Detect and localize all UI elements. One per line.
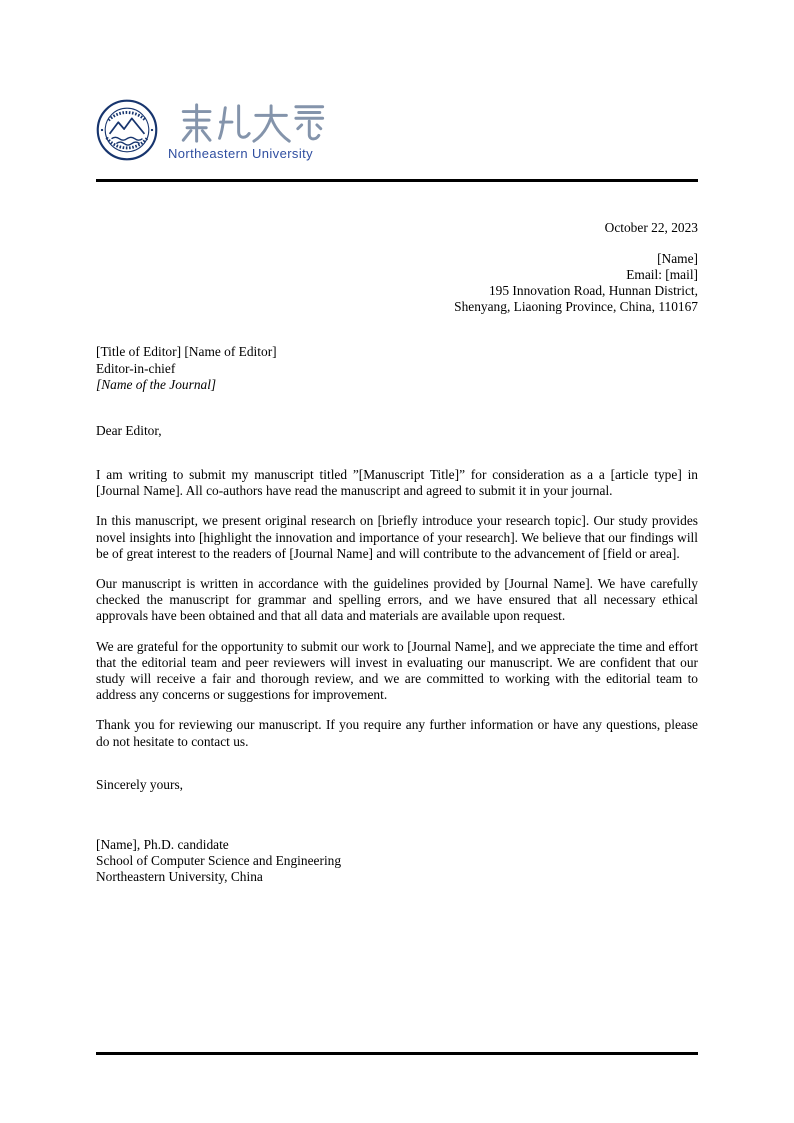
letter-paragraph: In this manuscript, we present original research on [briefly introduce your research topic]. Our study provides novel insights into [highlight the innovation and importance of your research]. We believe that our findings will be of great interest to the readers of [Journal Name] and will contribute to the advancement of [field or area]. bbox=[96, 513, 698, 561]
footer-rule bbox=[96, 1052, 698, 1055]
recipient-editor-title: Editor-in-chief bbox=[96, 360, 176, 376]
university-seal-icon bbox=[96, 99, 158, 161]
letter-paragraph: We are grateful for the opportunity to submit our work to [Journal Name], and we appreciate the time and effort that the editorial team and peer reviewers will invest in evaluating our manuscript. We are confident that our study will receive a fair and thorough review, and we are committed to working with the editorial team to address any concerns or suggestions for improvement. bbox=[96, 638, 698, 703]
university-name-chinese-calligraphy bbox=[168, 102, 336, 144]
salutation: Dear Editor, bbox=[96, 422, 162, 438]
signature-block bbox=[96, 837, 698, 886]
letter-date: October 22, 2023 bbox=[604, 219, 698, 235]
letter-paragraph: Thank you for reviewing our manuscript. If you require any further information or have any questions, please do not hesitate to contact us. bbox=[96, 717, 698, 749]
sender-name: [Name] bbox=[657, 250, 698, 266]
sender-address-line1: 195 Innovation Road, Hunnan District, bbox=[488, 282, 698, 298]
letter-content bbox=[96, 0, 698, 885]
university-logo bbox=[96, 99, 698, 161]
letter-paragraph: Our manuscript is written in accordance with the guidelines provided by [Journal Name]. We have carefully checked the manuscript for grammar and spelling errors, and we have ensured that all necessary ethical approvals have been obtained and that all data and materials are available upon request. bbox=[96, 575, 698, 624]
signature-name: [Name], Ph.D. candidate bbox=[96, 836, 229, 852]
university-logo-text bbox=[168, 99, 336, 161]
sender-block bbox=[96, 251, 698, 316]
letter-paragraph: I am writing to submit my manuscript titled ”[Manuscript Title]” for consideration as a a [article type] in [Journal Name]. All co-authors have read the manuscript and agreed to submit it in your journal. bbox=[96, 466, 698, 499]
sender-address-line2: Shenyang, Liaoning Province, China, 110167 bbox=[454, 299, 698, 315]
recipient-block bbox=[96, 344, 698, 393]
recipient-journal-name: [Name of the Journal] bbox=[96, 376, 217, 392]
signature-university: Northeastern University, China bbox=[96, 869, 263, 885]
sender-email: Email: [mail] bbox=[626, 266, 698, 282]
letter-body bbox=[96, 467, 698, 750]
closing: Sincerely yours, bbox=[96, 776, 184, 792]
recipient-editor-name: [Title of Editor] [Name of Editor] bbox=[96, 344, 277, 360]
header-rule bbox=[96, 179, 698, 182]
signature-school: School of Computer Science and Engineering bbox=[96, 852, 342, 868]
university-name-english: Northeastern University bbox=[168, 146, 314, 161]
